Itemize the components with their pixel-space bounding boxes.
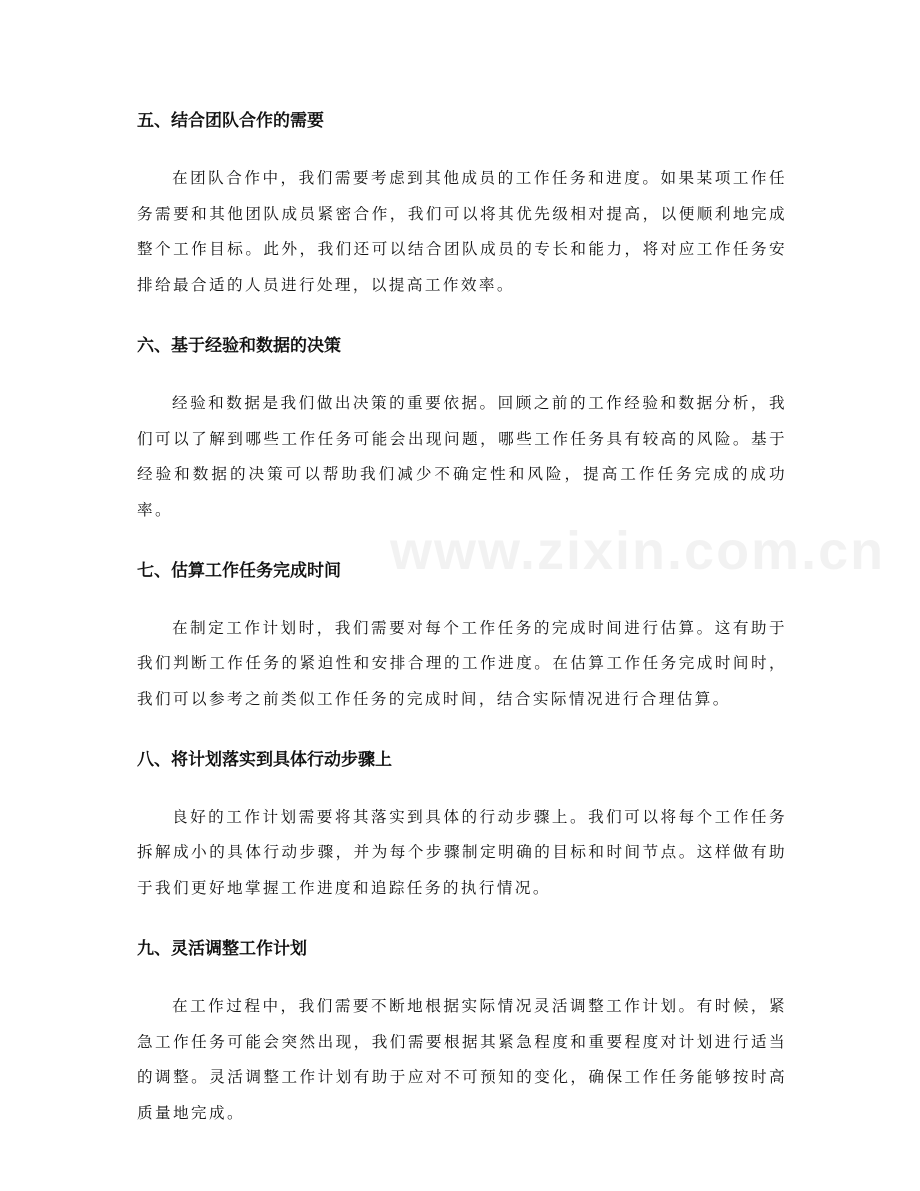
- section-paragraph: 在团队合作中，我们需要考虑到其他成员的工作任务和进度。如果某项工作任务需要和其他团队成员紧密合作，我们可以将其优先级相对提高，以便顺利地完成整个工作目标。此外，我们还可以结合团队成员的专长和能力，将对应工作任务安排给最合适的人员进行处理，以提高工作效率。: [137, 169, 787, 295]
- section-8: [137, 742, 787, 907]
- section-paragraph: 在制定工作计划时，我们需要对每个工作任务的完成时间进行估算。这有助于我们判断工作任务的紧迫性和安排合理的工作进度。在估算工作任务完成时间时，我们可以参考之前类似工作任务的完成时间，结合实际情况进行合理估算。: [137, 618, 787, 709]
- section-5: [137, 103, 787, 304]
- section-6: [137, 328, 787, 529]
- watermark: www.zixin.com.cn: [390, 521, 886, 581]
- section-heading: 六、基于经验和数据的决策: [137, 335, 341, 356]
- section-heading: 五、结合团队合作的需要: [137, 111, 324, 131]
- document-content: [137, 103, 787, 1156]
- section-paragraph: 在工作过程中，我们需要不断地根据实际情况灵活调整工作计划。有时候，紧急工作任务可能会突然出现，我们需要根据其紧急程度和重要程度对计划进行适当的调整。灵活调整工作计划有助于应对不可预知的变化，确保工作任务能够按时高质量地完成。: [137, 996, 787, 1122]
- section-7: [137, 553, 787, 718]
- section-9: [137, 931, 787, 1132]
- section-heading: 八、将计划落实到具体行动步骤上: [137, 749, 392, 770]
- section-heading: 九、灵活调整工作计划: [137, 938, 307, 959]
- section-heading: 七、估算工作任务完成时间: [137, 560, 341, 581]
- section-paragraph: 经验和数据是我们做出决策的重要依据。回顾之前的工作经验和数据分析，我们可以了解到哪些工作任务可能会出现问题，哪些工作任务具有较高的风险。基于经验和数据的决策可以帮助我们减少不确定性和风险，提高工作任务完成的成功率。: [137, 393, 787, 519]
- section-paragraph: 良好的工作计划需要将其落实到具体的行动步骤上。我们可以将每个工作任务拆解成小的具体行动步骤，并为每个步骤制定明确的目标和时间节点。这样做有助于我们更好地掌握工作进度和追踪任务的执行情况。: [137, 807, 787, 898]
